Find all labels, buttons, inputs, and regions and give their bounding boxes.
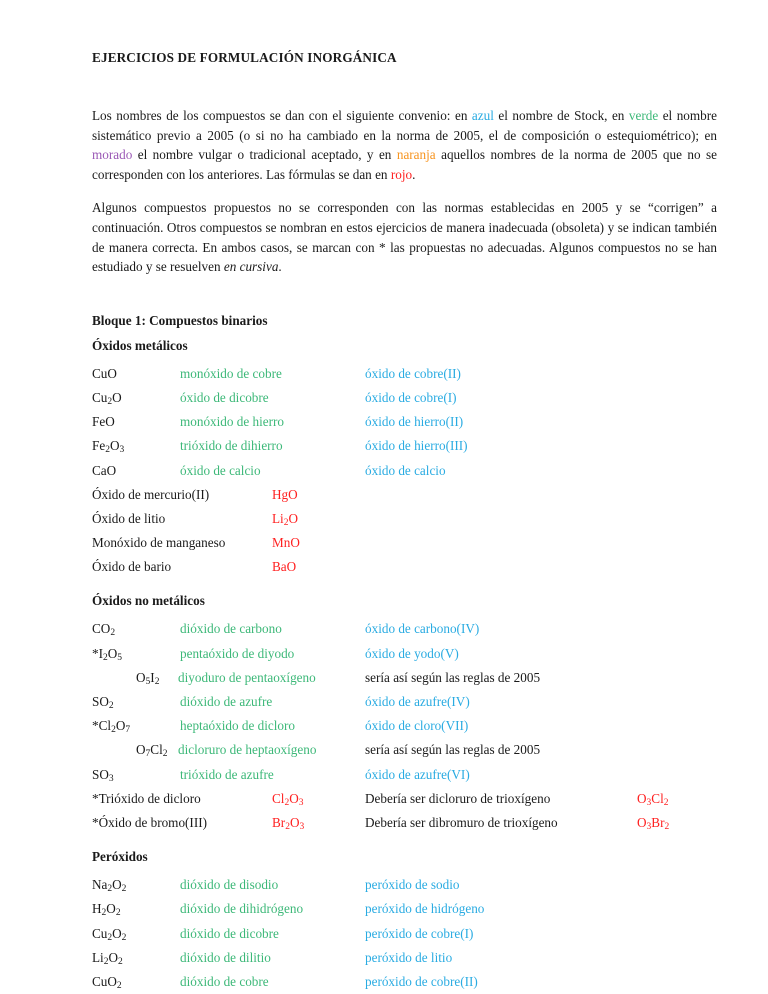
compound-row	[92, 507, 706, 531]
compound-stock-name: óxido de cobre(II)	[365, 365, 461, 381]
compound-stock-name: óxido de azufre(VI)	[365, 766, 470, 782]
compound-systematic-name: dióxido de dilitio	[180, 949, 271, 965]
compound-rule-note: sería así según las reglas de 2005	[365, 742, 541, 758]
block-heading: Bloque 1: Compuestos binarios	[92, 312, 268, 328]
compound-formula: CaO	[92, 462, 117, 478]
compound-formula: $*I_2O_5$	[92, 645, 123, 663]
compound-formula: $SO_2$	[92, 694, 114, 712]
compound-stock-name: peróxido de hidrógeno	[365, 901, 485, 917]
compound-stock-name: peróxido de cobre(I)	[365, 925, 474, 941]
compound-row	[92, 970, 706, 994]
compound-row	[92, 642, 706, 666]
compound-systematic-name: dióxido de cobre	[180, 973, 269, 989]
compound-name: Óxido de mercurio(II)	[92, 486, 210, 502]
compound-formula: CuO	[92, 365, 117, 381]
intro-keyword-morado: morado	[92, 147, 133, 163]
compound-row	[92, 483, 706, 507]
compound-row	[92, 922, 706, 946]
compound-row	[92, 763, 706, 787]
page-title: EJERCICIOS DE FORMULACIÓN INORGÁNICA	[92, 50, 397, 65]
compound-formula: CuO$_2$	[92, 973, 122, 991]
intro-p1-segment-1: Los nombres de los compuestos se dan con el siguiente convenio: en	[92, 108, 472, 123]
compound-systematic-name-alt: diyoduro de pentaoxígeno	[178, 669, 316, 685]
compound-formula: $H_2O_2$	[92, 901, 121, 919]
compound-stock-name: peróxido de litio	[365, 949, 453, 965]
compound-name: Monóxido de manganeso	[92, 535, 226, 551]
intro-p2-segment-2: .	[278, 259, 282, 275]
section-heading-3: Peróxidos	[92, 849, 148, 865]
compound-formula-answer: $Li_2O$	[272, 510, 299, 528]
compound-formula: FeO	[92, 414, 115, 430]
intro-p1-segment-4: el nombre vulgar o tradicional aceptado, y en	[132, 147, 397, 163]
spacer	[92, 579, 706, 593]
compound-rule-note: sería así según las reglas de 2005	[365, 669, 541, 685]
compound-formula: $SO_3$	[92, 766, 114, 784]
compound-formula: $Cu_2O$	[92, 389, 122, 408]
compound-row	[92, 690, 706, 714]
compound-row	[92, 434, 706, 458]
compound-corrected-formula: $O_3Cl_2$	[637, 790, 669, 808]
compound-formula-alt: $O_7Cl_2$	[136, 742, 168, 760]
spacer	[92, 609, 706, 617]
compound-stock-name: óxido de cloro(VII)	[365, 718, 469, 734]
compound-formula-answer: $Br_2O_3$	[272, 814, 305, 833]
compound-systematic-name: dióxido de carbono	[180, 621, 282, 637]
intro-p1-segment-6: .	[412, 166, 416, 182]
compound-systematic-name: dióxido de dicobre	[180, 925, 279, 941]
compound-stock-name: óxido de carbono(IV)	[365, 621, 480, 637]
compound-systematic-name: óxido de calcio	[180, 462, 261, 478]
spacer	[92, 329, 706, 338]
compound-systematic-name: trióxido de dihierro	[180, 438, 283, 454]
compound-systematic-name: dióxido de azufre	[180, 694, 273, 709]
compound-row	[92, 811, 706, 835]
compound-row	[92, 555, 706, 579]
intro-p1-segment-2: el nombre de Stock, en	[493, 108, 629, 123]
compound-formula-alt: $O_5I_2$	[136, 669, 160, 687]
compound-correction-note: Debería ser dibromuro de trioxígeno	[365, 814, 558, 830]
section-heading-2: Óxidos no metálicos	[92, 593, 205, 609]
compound-row	[92, 897, 706, 921]
intro-paragraph-2	[92, 198, 717, 276]
compound-corrected-formula: $O_3Br_2$	[637, 814, 670, 833]
compound-formula: $CO_2$	[92, 621, 116, 639]
compound-formula-answer: MnO	[272, 535, 300, 551]
spacer	[92, 865, 706, 873]
compound-row	[92, 459, 706, 483]
compound-formula-answer: HgO	[272, 486, 298, 502]
compound-stock-name: óxido de cobre(I)	[365, 389, 457, 405]
compound-stock-name: óxido de hierro(II)	[365, 414, 464, 430]
compound-name: *Trióxido de dicloro	[92, 790, 201, 806]
compound-row	[92, 738, 706, 762]
compound-formula: $Cu_2O_2$	[92, 925, 127, 943]
compound-correction-note: Debería ser dicloruro de trioxígeno	[365, 790, 551, 806]
compound-formula: $Fe_2O_3$	[92, 438, 125, 456]
compound-systematic-name: pentaóxido de diyodo	[180, 645, 295, 661]
compound-systematic-name-alt: dicloruro de heptaoxígeno	[178, 742, 317, 758]
compound-stock-name: óxido de azufre(IV)	[365, 694, 470, 709]
compound-formula-answer: BaO	[272, 559, 297, 575]
spacer	[92, 354, 706, 362]
compound-row	[92, 946, 706, 970]
intro-p1-segment-3: el nombre sistemático previo a 2005 (o si no ha cambiado en la norma de 2005, el de composición o estequiométrico); en	[92, 108, 717, 143]
compound-systematic-name: dióxido de dihidrógeno	[180, 901, 304, 917]
spacer	[92, 277, 706, 313]
compound-stock-name: óxido de hierro(III)	[365, 438, 468, 454]
compound-formula: $Na_2O_2$	[92, 877, 127, 895]
section-heading-1: Óxidos metálicos	[92, 337, 188, 353]
intro-p2-segment-1: Algunos compuestos propuestos no se corresponden con las normas establecidas en 2005 y se “corrigen” a continuación. Otros compuestos se nombran en estos ejercicios de manera inadecuada (obsoleta) y se indican también de manera correcta. En ambos casos, se marcan con * las propuestas no adecuadas. Algunos compuestos no se han estudiado y se resuelven	[92, 200, 717, 275]
compound-stock-name: óxido de yodo(V)	[365, 645, 459, 661]
compound-name: Óxido de bario	[92, 559, 172, 575]
compound-row	[92, 787, 706, 811]
intro-paragraph-1	[92, 106, 717, 184]
intro-keyword-verde: verde	[628, 108, 659, 123]
spacer	[92, 835, 706, 849]
compound-row	[92, 714, 706, 738]
intro-keyword-naranja: naranja	[396, 147, 436, 163]
compound-systematic-name: dióxido de disodio	[180, 877, 279, 893]
compound-row	[92, 873, 706, 897]
compound-systematic-name: trióxido de azufre	[180, 766, 274, 782]
compound-systematic-name: monóxido de cobre	[180, 365, 282, 381]
compound-stock-name: peróxido de sodio	[365, 877, 460, 893]
sections-container	[92, 329, 706, 994]
compound-systematic-name: monóxido de hierro	[180, 414, 285, 430]
compound-row	[92, 666, 706, 690]
compound-row	[92, 617, 706, 641]
compound-formula: $*Cl_2O_7$	[92, 718, 131, 736]
compound-formula-answer: $Cl_2O_3$	[272, 790, 304, 808]
intro-keyword-rojo: rojo	[390, 166, 413, 182]
compound-row	[92, 531, 706, 555]
compound-stock-name: peróxido de cobre(II)	[365, 973, 478, 989]
compound-stock-name: óxido de calcio	[365, 462, 446, 478]
compound-systematic-name: óxido de dicobre	[180, 389, 269, 405]
compound-row	[92, 386, 706, 410]
compound-name: Óxido de litio	[92, 510, 166, 526]
compound-name: *Óxido de bromo(III)	[92, 814, 207, 830]
intro-emphasis-en-cursiva: en cursiva	[223, 259, 279, 275]
intro-keyword-azul: azul	[471, 108, 494, 123]
compound-formula: $Li_2O_2$	[92, 949, 123, 967]
compound-systematic-name: heptaóxido de dicloro	[180, 718, 295, 734]
compound-row	[92, 410, 706, 434]
compound-row	[92, 362, 706, 386]
intro-p1-segment-5: aquellos nombres de la norma de 2005 que no se corresponden con los anteriores. Las fórmulas se dan en	[92, 147, 718, 182]
